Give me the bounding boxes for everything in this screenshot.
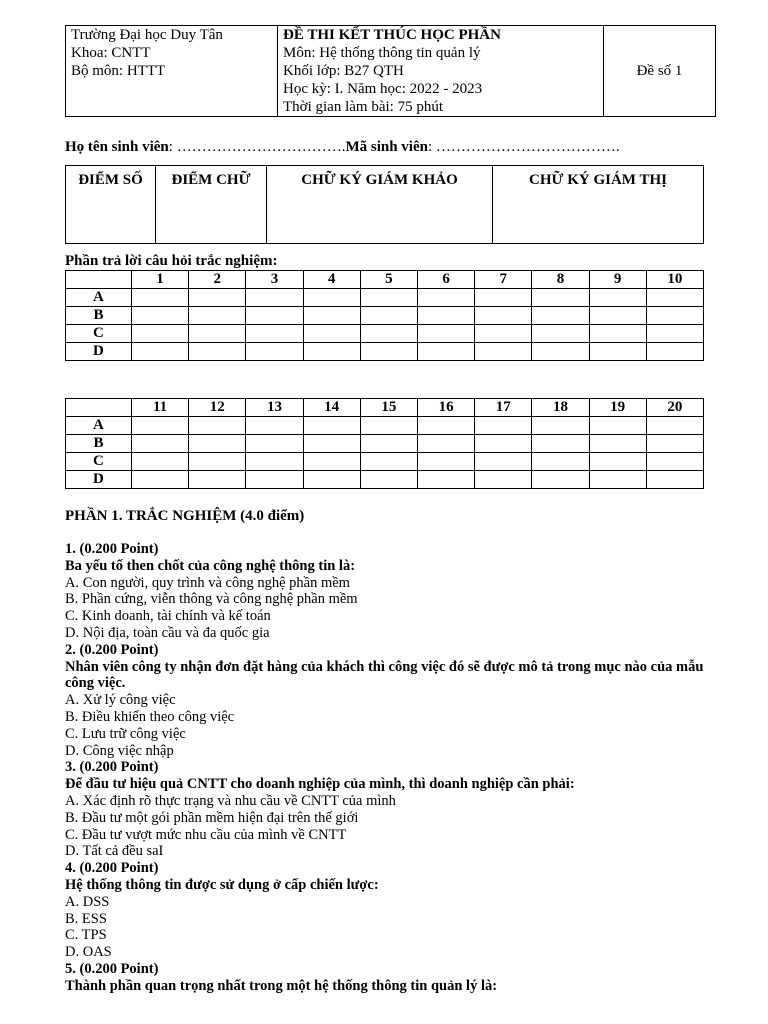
question-option: B. ESS: [65, 910, 107, 927]
answer-row: [66, 453, 704, 471]
question-option: A. Xác định rõ thực trạng và nhu cầu về CNTT của mình: [65, 792, 396, 809]
question-number: 2. (0.200 Point): [65, 641, 159, 658]
answer-cell[interactable]: [589, 343, 646, 361]
department-name: Bộ môn: HTTT: [71, 63, 166, 79]
answer-cell[interactable]: [589, 307, 646, 325]
answer-cell[interactable]: [246, 435, 303, 453]
answer-cell[interactable]: [131, 417, 188, 435]
grade-header-proctor-signature: CHỮ KÝ GIÁM THỊ: [493, 166, 704, 244]
answer-row: [66, 307, 704, 325]
answer-col-header: 8: [532, 271, 589, 289]
answer-cell[interactable]: [417, 435, 474, 453]
answer-cell[interactable]: [189, 471, 246, 489]
answer-cell[interactable]: [360, 471, 417, 489]
answer-cell[interactable]: [303, 453, 360, 471]
answer-col-header: 2: [189, 271, 246, 289]
answer-cell[interactable]: [246, 307, 303, 325]
answer-row: [66, 435, 704, 453]
answer-cell[interactable]: [589, 435, 646, 453]
student-name-blank: : …………………………….: [168, 139, 346, 155]
answer-cell[interactable]: [131, 289, 188, 307]
question-number: 5. (0.200 Point): [65, 960, 159, 977]
answer-cell[interactable]: [131, 307, 188, 325]
question-option: A. Con người, quy trình và công nghệ phần mềm: [65, 574, 350, 591]
answer-cell[interactable]: [532, 289, 589, 307]
answer-cell[interactable]: [189, 435, 246, 453]
answer-cell[interactable]: [646, 289, 703, 307]
answer-cell[interactable]: [360, 453, 417, 471]
answer-cell[interactable]: [646, 453, 703, 471]
answer-cell[interactable]: [246, 343, 303, 361]
answer-cell[interactable]: [189, 325, 246, 343]
exam-header-table: [65, 25, 716, 117]
answer-cell[interactable]: [646, 471, 703, 489]
answer-cell[interactable]: [589, 289, 646, 307]
exam-duration: Thời gian làm bài: 75 phút: [283, 99, 443, 115]
answer-cell[interactable]: [532, 307, 589, 325]
answer-cell[interactable]: [475, 471, 532, 489]
answer-cell[interactable]: [417, 471, 474, 489]
student-id-label: Mã sinh viên: [345, 139, 428, 155]
exam-code-cell: [604, 26, 716, 117]
answer-row: [66, 325, 704, 343]
answer-cell[interactable]: [589, 453, 646, 471]
answer-col-header: 15: [360, 399, 417, 417]
answer-cell[interactable]: [246, 417, 303, 435]
question-text: Hệ thống thông tin được sử dụng ở cấp chiến lược:: [65, 876, 379, 893]
answer-cell[interactable]: [646, 417, 703, 435]
answer-col-header: 17: [475, 399, 532, 417]
answer-cell[interactable]: [360, 343, 417, 361]
exam-info-cell: [278, 26, 604, 117]
answer-cell[interactable]: [646, 307, 703, 325]
answer-col-header: 18: [532, 399, 589, 417]
answer-cell[interactable]: [303, 289, 360, 307]
question-text: Để đầu tư hiệu quả CNTT cho doanh nghiệp của mình, thì doanh nghiệp cần phải:: [65, 776, 575, 793]
grade-header-score-words: ĐIỂM CHỮ: [156, 166, 267, 244]
answer-col-header: 20: [646, 399, 703, 417]
answer-cell[interactable]: [589, 325, 646, 343]
answer-table-1: [65, 270, 704, 361]
answer-row-label: B: [66, 435, 132, 453]
answer-cell[interactable]: [131, 343, 188, 361]
answer-cell[interactable]: [417, 417, 474, 435]
answer-cell[interactable]: [360, 325, 417, 343]
answer-col-header: 7: [475, 271, 532, 289]
question-option: D. Tất cả đều saI: [65, 843, 164, 860]
answer-corner-cell: [66, 271, 132, 289]
answer-col-header: 19: [589, 399, 646, 417]
answer-cell[interactable]: [360, 435, 417, 453]
answer-cell[interactable]: [475, 307, 532, 325]
question-item: [65, 961, 705, 995]
answer-cell[interactable]: [303, 325, 360, 343]
question-option: D. Công việc nhập: [65, 742, 174, 759]
answer-cell[interactable]: [303, 307, 360, 325]
exam-title: ĐỀ THI KẾT THÚC HỌC PHẦN: [283, 27, 501, 43]
question-item: [65, 642, 705, 760]
answer-cell[interactable]: [475, 453, 532, 471]
grade-table: [65, 165, 704, 244]
school-info-cell: [66, 26, 278, 117]
question-option: D. OAS: [65, 944, 112, 961]
answer-cell[interactable]: [475, 435, 532, 453]
question-option: B. Đầu tư một gói phần mềm hiện đại trên thế giới: [65, 809, 359, 826]
answer-col-header: 5: [360, 271, 417, 289]
student-info-line: [65, 139, 620, 156]
question-number: 3. (0.200 Point): [65, 759, 159, 776]
answer-cell[interactable]: [475, 343, 532, 361]
answer-row-label: C: [66, 453, 132, 471]
answer-col-header: 12: [189, 399, 246, 417]
answer-cell[interactable]: [303, 343, 360, 361]
question-option: C. Kinh doanh, tài chính và kế toán: [65, 608, 271, 625]
answer-row-label: A: [66, 289, 132, 307]
answer-col-header: 9: [589, 271, 646, 289]
answer-cell[interactable]: [189, 453, 246, 471]
grade-header-score: ĐIỂM SỐ: [66, 166, 156, 244]
answer-cell[interactable]: [417, 307, 474, 325]
subject-name: Môn: Hệ thống thông tin quản lý: [283, 45, 481, 61]
question-option: C. TPS: [65, 927, 107, 944]
semester-info: Học kỳ: I. Năm học: 2022 - 2023: [283, 81, 483, 97]
answer-cell[interactable]: [646, 343, 703, 361]
student-name-label: Họ tên sinh viên: [65, 139, 169, 155]
answer-cell[interactable]: [417, 289, 474, 307]
answer-cell[interactable]: [475, 289, 532, 307]
answer-cell[interactable]: [189, 417, 246, 435]
answer-col-header: 1: [131, 271, 188, 289]
answer-cell[interactable]: [532, 471, 589, 489]
answer-cell[interactable]: [131, 435, 188, 453]
answer-cell[interactable]: [417, 453, 474, 471]
answer-col-header: 6: [417, 271, 474, 289]
answer-row: [66, 471, 704, 489]
answer-cell[interactable]: [360, 417, 417, 435]
question-option: D. Nội địa, toàn cầu và đa quốc gia: [65, 624, 270, 641]
answer-row-label: A: [66, 417, 132, 435]
answer-cell[interactable]: [303, 417, 360, 435]
question-option: C. Đầu tư vượt mức nhu cầu của mình về CNTT: [65, 826, 347, 843]
answer-cell[interactable]: [532, 435, 589, 453]
question-list: [65, 541, 705, 995]
question-option: A. DSS: [65, 893, 110, 910]
answer-cell[interactable]: [646, 325, 703, 343]
exam-code: Đề số 1: [636, 63, 683, 79]
answer-cell[interactable]: [532, 453, 589, 471]
answer-col-header: 3: [246, 271, 303, 289]
answer-col-header: 10: [646, 271, 703, 289]
answer-cell[interactable]: [246, 453, 303, 471]
answer-row-label: B: [66, 307, 132, 325]
question-item: [65, 759, 705, 860]
answer-cell[interactable]: [532, 325, 589, 343]
answer-cell[interactable]: [360, 307, 417, 325]
answer-col-header: 16: [417, 399, 474, 417]
answer-cell[interactable]: [246, 325, 303, 343]
answer-cell[interactable]: [532, 417, 589, 435]
answer-row: [66, 343, 704, 361]
answer-section-title: Phần trả lời câu hỏi trắc nghiệm:: [65, 253, 278, 269]
answer-row-label: D: [66, 471, 132, 489]
answer-cell[interactable]: [417, 343, 474, 361]
answer-cell[interactable]: [360, 289, 417, 307]
answer-row-label: C: [66, 325, 132, 343]
faculty-name: Khoa: CNTT: [71, 45, 151, 61]
answer-row-label: D: [66, 343, 132, 361]
answer-cell[interactable]: [475, 325, 532, 343]
section-1-title: PHẦN 1. TRẮC NGHIỆM (4.0 điểm): [65, 508, 305, 524]
answer-cell[interactable]: [189, 289, 246, 307]
question-text: Thành phần quan trọng nhất trong một hệ thống thông tin quản lý là:: [65, 977, 498, 994]
grade-header-examiner-signature: CHỮ KÝ GIÁM KHẢO: [267, 166, 493, 244]
answer-cell[interactable]: [303, 471, 360, 489]
answer-cell[interactable]: [131, 471, 188, 489]
answer-corner-cell: [66, 399, 132, 417]
answer-cell[interactable]: [589, 417, 646, 435]
question-item: [65, 860, 705, 961]
answer-cell[interactable]: [246, 471, 303, 489]
question-option: C. Lưu trữ công việc: [65, 725, 186, 742]
answer-cell[interactable]: [589, 471, 646, 489]
school-name: Trường Đại học Duy Tân: [71, 27, 223, 43]
question-option: A. Xử lý công việc: [65, 692, 176, 709]
answer-col-header: 11: [131, 399, 188, 417]
answer-col-header: 14: [303, 399, 360, 417]
question-option: B. Điều khiển theo công việc: [65, 708, 235, 725]
answer-cell[interactable]: [475, 417, 532, 435]
answer-cell[interactable]: [246, 289, 303, 307]
answer-cell[interactable]: [417, 325, 474, 343]
student-id-blank: : ……………………………….: [427, 139, 620, 155]
question-text: Ba yếu tố then chốt của công nghệ thông tin là:: [65, 557, 356, 574]
answer-row: [66, 289, 704, 307]
answer-cell[interactable]: [189, 343, 246, 361]
class-name: Khối lớp: B27 QTH: [283, 63, 404, 79]
question-text: Nhân viên công ty nhận đơn đặt hàng của khách thì công việc đó sẽ được mô tả trong mục nào của mẫu công việc.: [65, 658, 704, 692]
question-number: 4. (0.200 Point): [65, 860, 159, 877]
answer-table-2: [65, 398, 704, 489]
answer-cell[interactable]: [131, 325, 188, 343]
answer-col-header: 13: [246, 399, 303, 417]
answer-cell[interactable]: [646, 435, 703, 453]
question-option: B. Phần cứng, viễn thông và công nghệ phần mềm: [65, 591, 358, 608]
answer-col-header: 4: [303, 271, 360, 289]
question-number: 1. (0.200 Point): [65, 541, 159, 557]
answer-cell[interactable]: [131, 453, 188, 471]
answer-cell[interactable]: [189, 307, 246, 325]
question-item: [65, 541, 705, 642]
answer-cell[interactable]: [532, 343, 589, 361]
answer-cell[interactable]: [303, 435, 360, 453]
answer-row: [66, 417, 704, 435]
